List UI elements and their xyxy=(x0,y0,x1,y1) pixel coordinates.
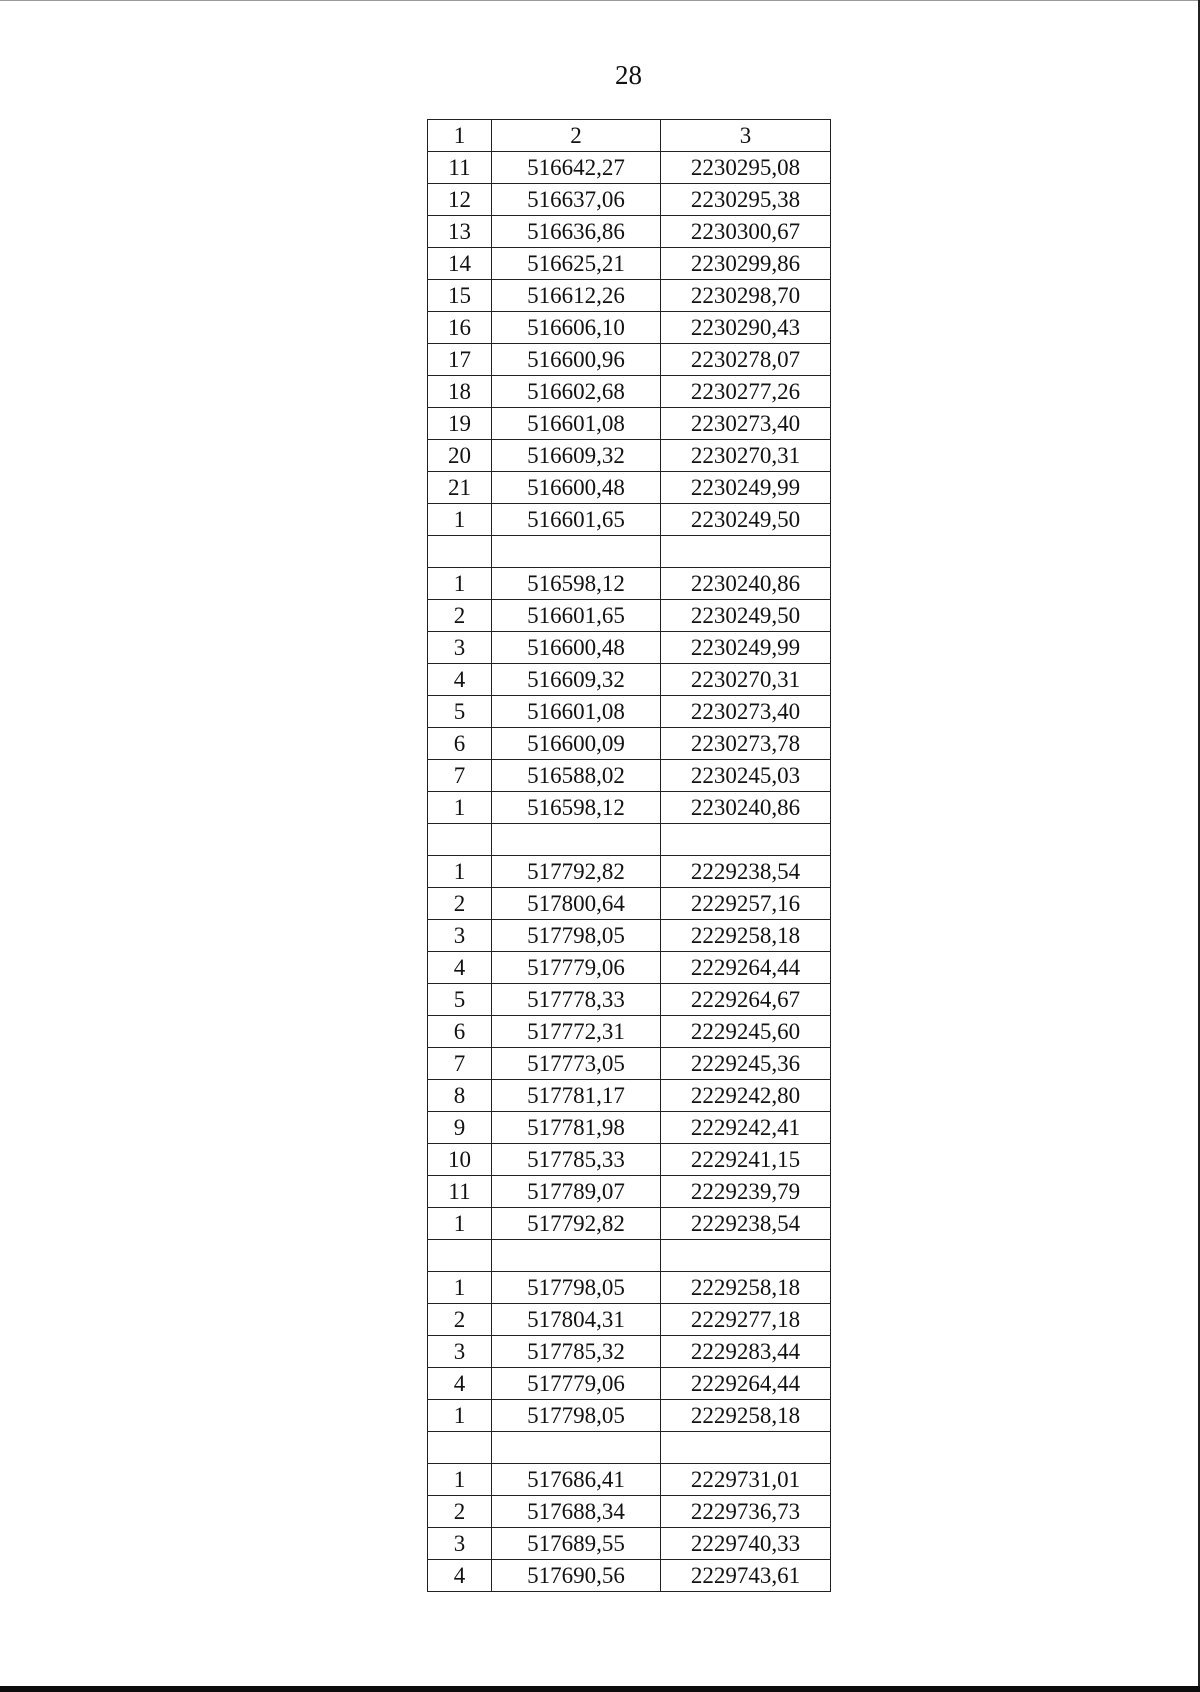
table-row xyxy=(428,696,831,728)
table-row xyxy=(428,1336,831,1368)
y-coordinate-cell: 2230298,70 xyxy=(661,280,831,312)
x-coordinate-cell: 516609,32 xyxy=(492,664,661,696)
point-number-cell: 1 xyxy=(428,1400,492,1432)
y-coordinate-cell: 2230270,31 xyxy=(661,440,831,472)
table-row xyxy=(428,1400,831,1432)
point-number-cell: 2 xyxy=(428,1496,492,1528)
y-coordinate-cell: 2230278,07 xyxy=(661,344,831,376)
x-coordinate-cell: 517690,56 xyxy=(492,1560,661,1592)
x-coordinate-cell: 516609,32 xyxy=(492,440,661,472)
point-number-cell: 2 xyxy=(428,600,492,632)
x-coordinate-cell: 516600,09 xyxy=(492,728,661,760)
y-coordinate-cell: 2229257,16 xyxy=(661,888,831,920)
table-row xyxy=(428,184,831,216)
point-number-cell: 3 xyxy=(428,1336,492,1368)
point-number-cell: 4 xyxy=(428,664,492,696)
point-number-cell: 1 xyxy=(428,568,492,600)
x-coordinate-cell: 517688,34 xyxy=(492,1496,661,1528)
table-row xyxy=(428,1464,831,1496)
x-coordinate-cell: 517778,33 xyxy=(492,984,661,1016)
y-coordinate-cell: 2230245,03 xyxy=(661,760,831,792)
x-coordinate-cell: 516602,68 xyxy=(492,376,661,408)
x-coordinate-cell: 516601,08 xyxy=(492,408,661,440)
point-number-cell xyxy=(428,824,492,856)
table-row xyxy=(428,1144,831,1176)
point-number-cell: 18 xyxy=(428,376,492,408)
y-coordinate-cell: 2229245,36 xyxy=(661,1048,831,1080)
point-number-cell xyxy=(428,536,492,568)
point-number-cell: 8 xyxy=(428,1080,492,1112)
y-coordinate-cell xyxy=(661,1240,831,1272)
point-number-cell: 11 xyxy=(428,1176,492,1208)
y-coordinate-cell: 2229731,01 xyxy=(661,1464,831,1496)
point-number-cell: 11 xyxy=(428,152,492,184)
point-number-cell: 4 xyxy=(428,1560,492,1592)
table-row xyxy=(428,888,831,920)
table-row xyxy=(428,1240,831,1272)
y-coordinate-cell: 2229239,79 xyxy=(661,1176,831,1208)
point-number-cell: 7 xyxy=(428,760,492,792)
x-coordinate-cell: 516598,12 xyxy=(492,792,661,824)
x-coordinate-cell: 517686,41 xyxy=(492,1464,661,1496)
x-coordinate-cell: 516598,12 xyxy=(492,568,661,600)
point-number-cell xyxy=(428,1432,492,1464)
table-row xyxy=(428,152,831,184)
table-row xyxy=(428,952,831,984)
y-coordinate-cell xyxy=(661,824,831,856)
point-number-cell: 1 xyxy=(428,504,492,536)
point-number-cell: 12 xyxy=(428,184,492,216)
y-coordinate-cell: 2230295,38 xyxy=(661,184,831,216)
table-row xyxy=(428,344,831,376)
table-row xyxy=(428,920,831,952)
table-row xyxy=(428,504,831,536)
y-coordinate-cell: 2229264,67 xyxy=(661,984,831,1016)
table-row xyxy=(428,600,831,632)
point-number-cell xyxy=(428,1240,492,1272)
header-cell: 2 xyxy=(492,120,661,152)
x-coordinate-cell xyxy=(492,536,661,568)
scan-bottom-edge xyxy=(0,1686,1200,1692)
y-coordinate-cell: 2229283,44 xyxy=(661,1336,831,1368)
y-coordinate-cell: 2229258,18 xyxy=(661,920,831,952)
point-number-cell: 2 xyxy=(428,1304,492,1336)
y-coordinate-cell: 2230290,43 xyxy=(661,312,831,344)
y-coordinate-cell: 2230249,99 xyxy=(661,472,831,504)
table-row xyxy=(428,1432,831,1464)
x-coordinate-cell: 516588,02 xyxy=(492,760,661,792)
y-coordinate-cell: 2230240,86 xyxy=(661,568,831,600)
y-coordinate-cell: 2229258,18 xyxy=(661,1400,831,1432)
x-coordinate-cell: 517773,05 xyxy=(492,1048,661,1080)
x-coordinate-cell: 516601,08 xyxy=(492,696,661,728)
table-body xyxy=(428,152,831,1592)
point-number-cell: 3 xyxy=(428,1528,492,1560)
y-coordinate-cell: 2230249,50 xyxy=(661,600,831,632)
x-coordinate-cell: 516636,86 xyxy=(492,216,661,248)
x-coordinate-cell: 516600,48 xyxy=(492,472,661,504)
table-row xyxy=(428,728,831,760)
table-row xyxy=(428,1528,831,1560)
point-number-cell: 10 xyxy=(428,1144,492,1176)
point-number-cell: 4 xyxy=(428,1368,492,1400)
y-coordinate-cell xyxy=(661,1432,831,1464)
point-number-cell: 17 xyxy=(428,344,492,376)
x-coordinate-cell: 516642,27 xyxy=(492,152,661,184)
scan-top-edge xyxy=(0,0,1200,1)
x-coordinate-cell: 517785,33 xyxy=(492,1144,661,1176)
x-coordinate-cell xyxy=(492,1432,661,1464)
y-coordinate-cell: 2229264,44 xyxy=(661,952,831,984)
x-coordinate-cell: 517798,05 xyxy=(492,1400,661,1432)
x-coordinate-cell xyxy=(492,824,661,856)
y-coordinate-cell: 2229242,80 xyxy=(661,1080,831,1112)
y-coordinate-cell: 2230273,40 xyxy=(661,696,831,728)
point-number-cell: 5 xyxy=(428,984,492,1016)
x-coordinate-cell: 517779,06 xyxy=(492,952,661,984)
table-row xyxy=(428,1496,831,1528)
y-coordinate-cell: 2230299,86 xyxy=(661,248,831,280)
point-number-cell: 16 xyxy=(428,312,492,344)
x-coordinate-cell: 517689,55 xyxy=(492,1528,661,1560)
y-coordinate-cell xyxy=(661,536,831,568)
point-number-cell: 6 xyxy=(428,728,492,760)
point-number-cell: 1 xyxy=(428,856,492,888)
x-coordinate-cell: 517781,98 xyxy=(492,1112,661,1144)
point-number-cell: 5 xyxy=(428,696,492,728)
x-coordinate-cell: 516625,21 xyxy=(492,248,661,280)
point-number-cell: 1 xyxy=(428,1208,492,1240)
y-coordinate-cell: 2229238,54 xyxy=(661,856,831,888)
table-row xyxy=(428,1368,831,1400)
x-coordinate-cell: 517779,06 xyxy=(492,1368,661,1400)
x-coordinate-cell: 516606,10 xyxy=(492,312,661,344)
x-coordinate-cell: 516637,06 xyxy=(492,184,661,216)
x-coordinate-cell: 517781,17 xyxy=(492,1080,661,1112)
point-number-cell: 1 xyxy=(428,1464,492,1496)
x-coordinate-cell: 516601,65 xyxy=(492,600,661,632)
y-coordinate-cell: 2229736,73 xyxy=(661,1496,831,1528)
header-cell: 3 xyxy=(661,120,831,152)
y-coordinate-cell: 2229238,54 xyxy=(661,1208,831,1240)
y-coordinate-cell: 2230249,99 xyxy=(661,632,831,664)
x-coordinate-cell: 517772,31 xyxy=(492,1016,661,1048)
table-row xyxy=(428,632,831,664)
x-coordinate-cell xyxy=(492,1240,661,1272)
table-row xyxy=(428,1112,831,1144)
table-row xyxy=(428,472,831,504)
x-coordinate-cell: 517785,32 xyxy=(492,1336,661,1368)
table-row xyxy=(428,1080,831,1112)
table-row xyxy=(428,984,831,1016)
y-coordinate-cell: 2229242,41 xyxy=(661,1112,831,1144)
point-number-cell: 1 xyxy=(428,792,492,824)
point-number-cell: 3 xyxy=(428,920,492,952)
coordinates-table xyxy=(427,119,831,1592)
table-row xyxy=(428,1208,831,1240)
point-number-cell: 1 xyxy=(428,1272,492,1304)
y-coordinate-cell: 2229264,44 xyxy=(661,1368,831,1400)
y-coordinate-cell: 2229277,18 xyxy=(661,1304,831,1336)
table-row xyxy=(428,440,831,472)
table-row xyxy=(428,536,831,568)
x-coordinate-cell: 517798,05 xyxy=(492,1272,661,1304)
table-row xyxy=(428,1560,831,1592)
table-row xyxy=(428,1048,831,1080)
page-number: 28 xyxy=(615,60,642,90)
point-number-cell: 15 xyxy=(428,280,492,312)
table-row xyxy=(428,248,831,280)
table-row xyxy=(428,280,831,312)
header-cell: 1 xyxy=(428,120,492,152)
table-row xyxy=(428,664,831,696)
x-coordinate-cell: 517792,82 xyxy=(492,856,661,888)
point-number-cell: 4 xyxy=(428,952,492,984)
y-coordinate-cell: 2229245,60 xyxy=(661,1016,831,1048)
table-row xyxy=(428,1016,831,1048)
x-coordinate-cell: 516600,48 xyxy=(492,632,661,664)
x-coordinate-cell: 517800,64 xyxy=(492,888,661,920)
x-coordinate-cell: 517804,31 xyxy=(492,1304,661,1336)
point-number-cell: 20 xyxy=(428,440,492,472)
y-coordinate-cell: 2230273,40 xyxy=(661,408,831,440)
y-coordinate-cell: 2229743,61 xyxy=(661,1560,831,1592)
y-coordinate-cell: 2230277,26 xyxy=(661,376,831,408)
y-coordinate-cell: 2230300,67 xyxy=(661,216,831,248)
table-row xyxy=(428,408,831,440)
y-coordinate-cell: 2230273,78 xyxy=(661,728,831,760)
point-number-cell: 21 xyxy=(428,472,492,504)
table-row xyxy=(428,216,831,248)
table-header-row xyxy=(428,120,831,152)
table-row xyxy=(428,824,831,856)
y-coordinate-cell: 2229740,33 xyxy=(661,1528,831,1560)
point-number-cell: 2 xyxy=(428,888,492,920)
table-row xyxy=(428,792,831,824)
table-row xyxy=(428,1304,831,1336)
x-coordinate-cell: 516612,26 xyxy=(492,280,661,312)
point-number-cell: 7 xyxy=(428,1048,492,1080)
x-coordinate-cell: 517789,07 xyxy=(492,1176,661,1208)
table-row xyxy=(428,568,831,600)
y-coordinate-cell: 2230249,50 xyxy=(661,504,831,536)
table-row xyxy=(428,1176,831,1208)
x-coordinate-cell: 517792,82 xyxy=(492,1208,661,1240)
point-number-cell: 14 xyxy=(428,248,492,280)
y-coordinate-cell: 2229241,15 xyxy=(661,1144,831,1176)
point-number-cell: 19 xyxy=(428,408,492,440)
table-row xyxy=(428,856,831,888)
x-coordinate-cell: 516601,65 xyxy=(492,504,661,536)
x-coordinate-cell: 516600,96 xyxy=(492,344,661,376)
point-number-cell: 6 xyxy=(428,1016,492,1048)
table-row xyxy=(428,760,831,792)
point-number-cell: 9 xyxy=(428,1112,492,1144)
table-row xyxy=(428,312,831,344)
x-coordinate-cell: 517798,05 xyxy=(492,920,661,952)
y-coordinate-cell: 2230270,31 xyxy=(661,664,831,696)
y-coordinate-cell: 2229258,18 xyxy=(661,1272,831,1304)
point-number-cell: 13 xyxy=(428,216,492,248)
y-coordinate-cell: 2230295,08 xyxy=(661,152,831,184)
table-row xyxy=(428,376,831,408)
point-number-cell: 3 xyxy=(428,632,492,664)
y-coordinate-cell: 2230240,86 xyxy=(661,792,831,824)
table-row xyxy=(428,1272,831,1304)
